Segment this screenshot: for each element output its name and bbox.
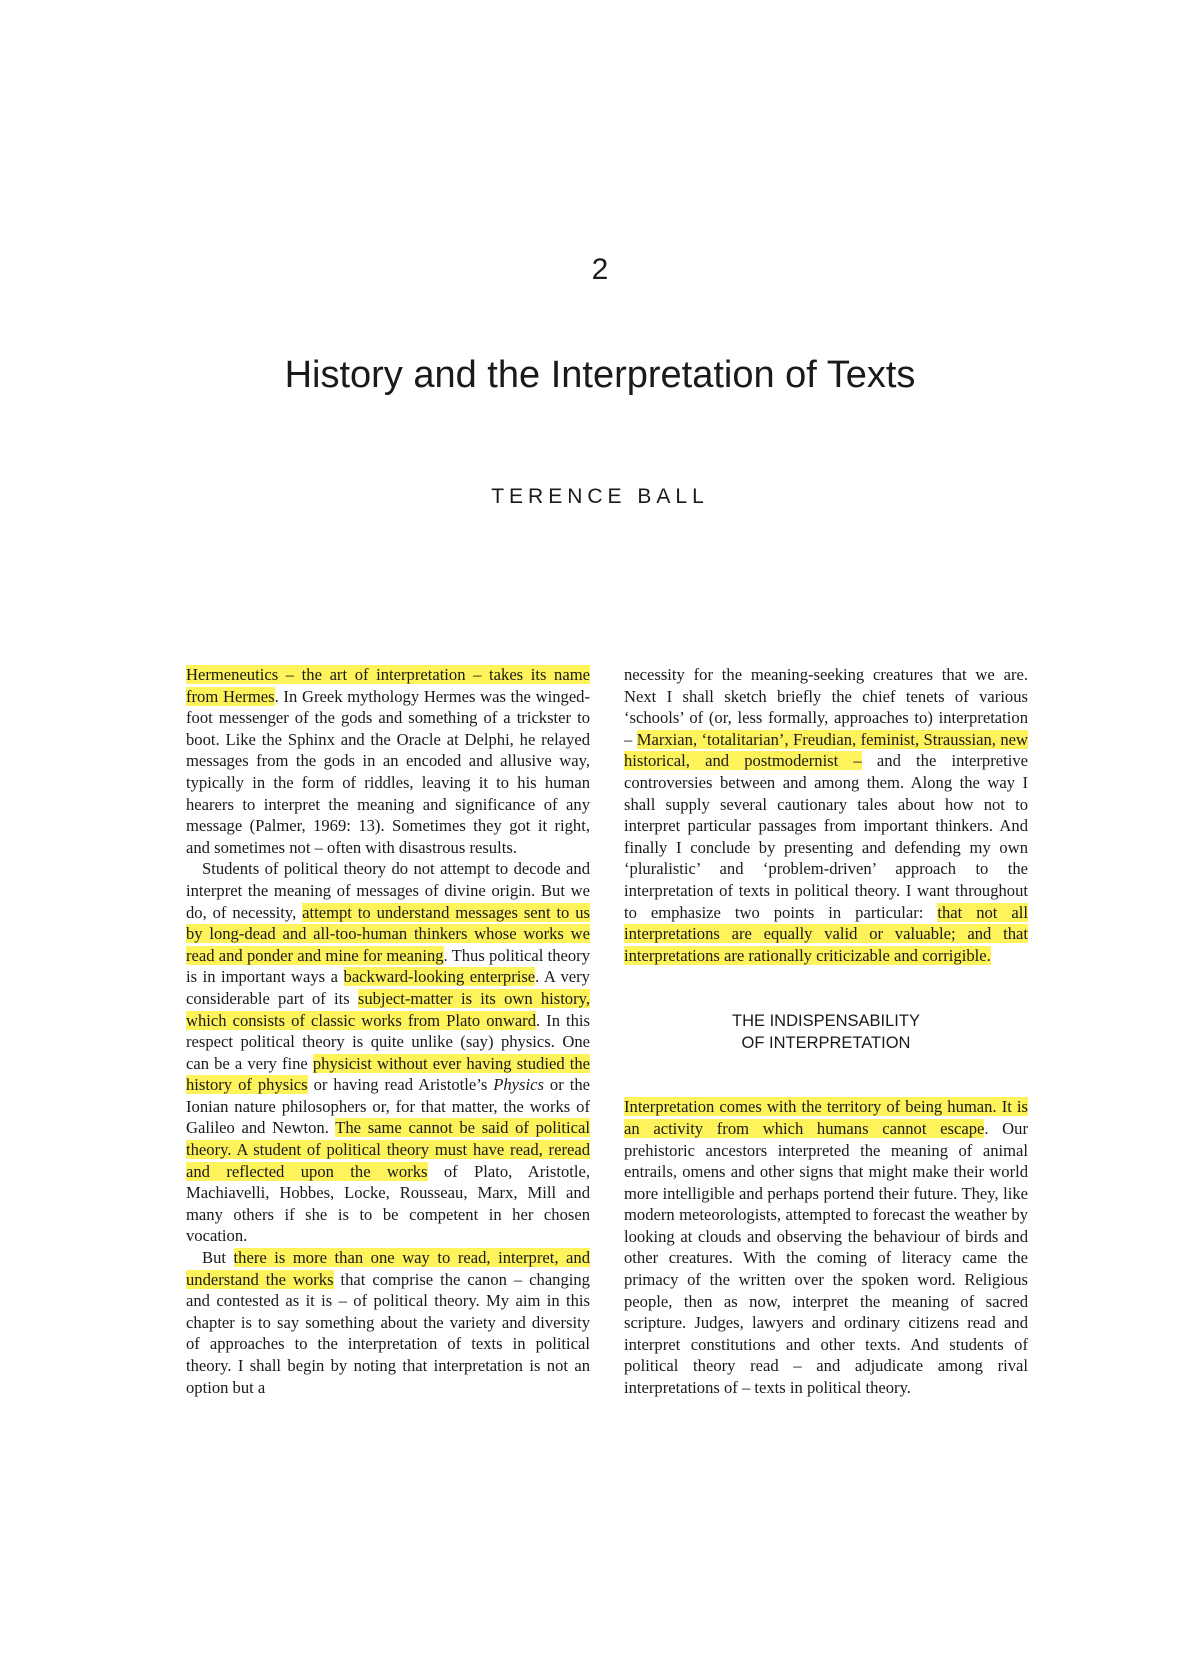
highlight[interactable]: subject-matter is its own history, which consists of classic works from Plato onward [186,988,590,1030]
highlight[interactable]: that not all interpretations are equally valid or valuable; and that interpretations are rationally criticizable and corrigible. [624,902,1028,965]
text-run: and the interpretive controversies between and among them. Along the way I shall supply several cautionary tales about how not to interpret particular passages from important thinkers. And finally I conclude by presenting and defending my own ‘pluralistic’ and ‘problem-driven’ approach to the interpretation of texts in political theory. I want throughout to emphasize two points in particular: [624,751,1028,922]
highlight[interactable]: there is more than one way to read, interpret, and understand the works [186,1248,591,1289]
chapter-title: History and the Interpretation of Texts [284,354,916,396]
section-heading [624,1010,1028,1054]
highlight[interactable]: Hermeneutics – the art of interpretation – takes its name from Hermes [186,665,590,706]
chapter-author: TERENCE BALL [491,485,709,508]
text-run: . A very considerable part of its [186,967,590,1008]
text-run: or having read Aristotle’s [307,1075,494,1095]
text-run: necessity for the meaning-seeking creatures that we are. Next I shall sketch briefly the chief tenets of various ‘schools’ of (or, less formally, approaches to) interpretation – [624,665,1028,749]
text-run: But [202,1248,234,1268]
section-heading-line: OF INTERPRETATION [741,1034,911,1053]
highlight[interactable]: Marxian, ‘totalitarian’, Freudian, feminist, Straussian, new historical, and postmodernist – [624,729,1028,771]
text-run: . Our prehistoric ancestors interpreted the meaning of animal entrails, omens and other signs that might make their world more intelligible and perhaps portend their future. They, like modern meteorologists, attempted to forecast the weather by looking at clouds and observing the behaviour of birds and other creatures. With the coming of literacy came the primacy of the written over the spoken word. Religious people, then as now, interpret the meaning of sacred scripture. Judges, lawyers and ordinary citizens read and interpret constitutions and other texts. And students of political theory read – and adjudicate among rival interpretations of – texts in political theory. [624,1118,1028,1398]
highlight[interactable]: attempt to understand messages sent to us by long-dead and all-too-human thinkers whose works we read and ponder and mine for meaning [186,902,590,965]
section-heading-line: THE INDISPENSABILITY [732,1012,920,1031]
highlight[interactable]: Interpretation comes with the territory of being human. It is an activity from which humans cannot escape [624,1097,1028,1138]
highlight[interactable]: physicist without ever having studied the history of physics [186,1053,590,1095]
text-run: . In Greek mythology Hermes was the winged-foot messenger of the gods and something of a trickster to boot. Like the Sphinx and the Oracle at Delphi, he relayed messages from the gods in an encoded and allusive way, typically in the form of riddles, leaving it to his human hearers to interpret the meaning and significance of any message (Palmer, 1969: 13). Sometimes they got it right, and sometimes not – often with disastrous results. [186,686,591,857]
paragraph-more-than-one-way [186,1247,590,1398]
chapter-number: 2 [591,253,609,286]
highlight[interactable]: backward-looking enterprise [343,967,536,987]
text-run: Students of political theory do not attempt to decode and interpret the meaning of messages of divine origin. But we do, of necessity, [186,859,590,922]
italic-title: Physics [493,1075,544,1095]
text-run: or the Ionian nature philosophers or, for that matter, the works of Galileo and Newton. [186,1075,590,1138]
paragraph-interpretation-territory [624,1096,1028,1398]
left-column [186,664,590,1398]
paragraph-necessity [624,664,1028,966]
highlight[interactable]: The same cannot be said of political theory. A student of political theory must have read, reread and reflected upon the works [186,1118,590,1181]
paragraph-students [186,858,590,1247]
text-run: that comprise the canon – changing and contested as it is – of political theory. My aim in this chapter is to say something about the variety and diversity of approaches to the interpretation of texts in political theory. I shall begin by noting that interpretation is not an option but a [186,1269,590,1397]
text-run: . In this respect political theory is quite unlike (say) physics. One can be a very fine [186,1010,591,1073]
text-run: . Thus political theory is in important ways a [186,945,591,987]
right-column [624,664,1028,1399]
text-run: of Plato, Aristotle, Machiavelli, Hobbes, Locke, Rousseau, Marx, Mill and many others if she is to be competent in her chosen vocation. [186,1161,590,1246]
paragraph-hermeneutics [186,664,590,858]
